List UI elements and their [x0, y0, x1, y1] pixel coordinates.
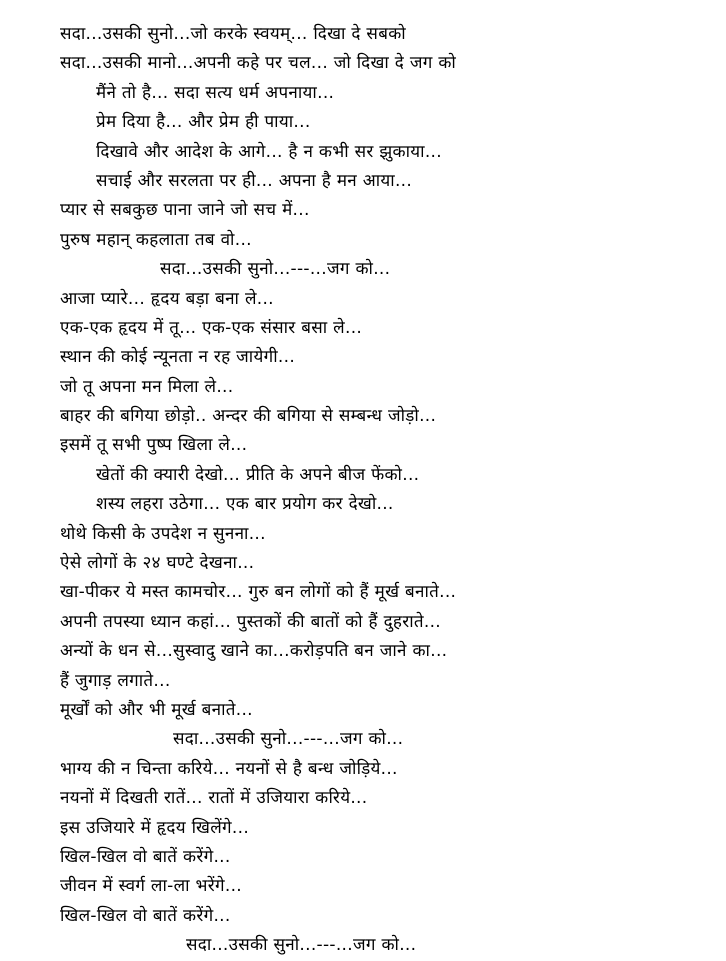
poem-line: स्थान की कोई न्यूनता न रह जायेगी... — [60, 347, 296, 368]
poem-line: बाहर की बगिया छोड़ो.. अन्दर की बगिया से सम्बन्ध जोड़ो... — [60, 406, 437, 427]
poem-line: सदा...उसकी मानो...अपनी कहे पर चल... जो दिखा दे जग को — [60, 53, 457, 74]
poem-line: शस्य लहरा उठेगा... एक बार प्रयोग कर देखो... — [96, 494, 394, 515]
poem-line: आजा प्यारे... हृदय बड़ा बना ले... — [60, 288, 274, 309]
poem-line: सदा...उसकी सुनो...जो करके स्वयम्... दिखा दे सबको — [60, 24, 406, 44]
poem-line: मैंने तो है... सदा सत्य धर्म अपनाया... — [96, 82, 335, 103]
poem-line: खेतों की क्यारी देखो... प्रीति के अपने बीज फेंको... — [96, 464, 420, 485]
poem-line: खिल-खिल वो बातें करेंगे... — [60, 846, 231, 867]
poem-line: पुरुष महान् कहलाता तब वो... — [60, 229, 252, 250]
poem-line: प्रेम दिया है... और प्रेम ही पाया... — [96, 112, 311, 133]
poem-line: सचाई और सरलता पर ही... अपना है मन आया... — [96, 170, 413, 191]
poem-line: सदा...उसकी सुनो...---...जग को... — [173, 729, 404, 750]
poem-line: दिखावे और आदेश के आगे... है न कभी सर झुकाया... — [96, 141, 442, 162]
poem-line: हैं जुगाड़ लगाते... — [60, 670, 171, 691]
poem-line: ऐसे लोगों के २४ घण्टे देखना... — [60, 553, 255, 574]
poem-line: जीवन में स्वर्ग ला-ला भरेंगे... — [60, 876, 242, 897]
poem-line: इस उजियारे में हृदय खिलेंगे... — [60, 817, 250, 838]
poem-text — [0, 20, 726, 961]
poem-line: एक-एक हृदय में तू... एक-एक संसार बसा ले... — [60, 317, 363, 338]
poem-line: सदा...उसकी सुनो...---...जग को... — [186, 935, 417, 956]
poem-line: अन्यों के धन से...सुस्वादु खाने का...करोड़पति बन जाने का... — [60, 641, 448, 662]
poem-line: मूर्खों को और भी मूर्ख बनाते... — [60, 699, 253, 720]
poem-line: नयनों में दिखती रातें... रातों में उजियारा करिये... — [60, 788, 368, 809]
poem-line: भाग्य की न चिन्ता करिये... नयनों से है बन्ध जोड़िये... — [60, 758, 398, 779]
poem-line: अपनी तपस्या ध्यान कहां... पुस्तकों की बातों को हैं दुहराते... — [60, 611, 442, 632]
poem-line: खिल-खिल वो बातें करेंगे... — [60, 905, 231, 926]
poem-line: सदा...उसकी सुनो...---...जग को... — [160, 259, 391, 280]
poem-line: प्यार से सबकुछ पाना जाने जो सच में... — [60, 200, 310, 221]
poem-line: जो तू अपना मन मिला ले... — [60, 376, 234, 397]
poem-line: थोथे किसी के उपदेश न सुनना... — [60, 523, 266, 544]
poem-line: इसमें तू सभी पुष्प खिला ले... — [60, 435, 248, 456]
poem-line: खा-पीकर ये मस्त कामचोर... गुरु बन लोगों को हैं मूर्ख बनाते... — [60, 582, 457, 603]
